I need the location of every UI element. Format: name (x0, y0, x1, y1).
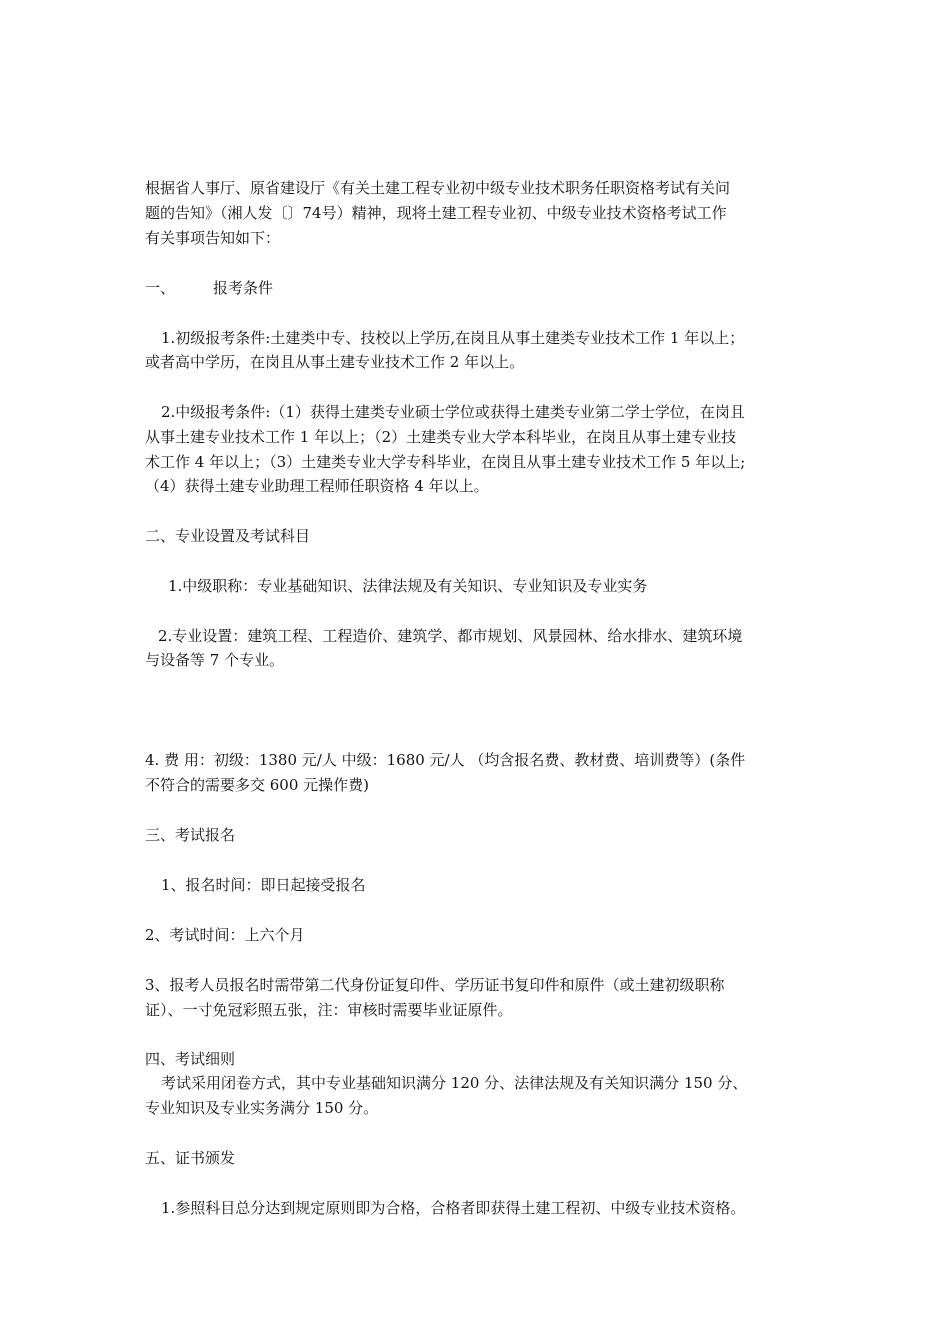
section-1-item-1-line-1: 1.初级报考条件:土建类中专、技校以上学历,在岗且从事土建类专业技术工作 1 年以上； (161, 329, 745, 347)
section-5-item-1: 1.参照科目总分达到规定原则即为合格，合格者即获得土建工程初、中级专业技术资格。 (161, 1199, 746, 1217)
section-1-item-2-line-4: （4）获得土建专业助理工程师任职资格 4 年以上。 (145, 477, 489, 495)
section-3-item-1: 1、报名时间：即日起接受报名 (161, 876, 366, 894)
section-1-title: 报考条件 (213, 279, 274, 297)
section-3-item-3-line-1: 3、报考人员报名时需带第二代身份证复印件、学历证书复印件和原件（或土建初级职称 (145, 976, 725, 994)
fee-line-1: 4. 费 用：初级：1380 元/人 中级：1680 元/人 （均含报名费、教材费、培训费等）(条件 (145, 751, 746, 769)
section-4-title: 四、考试细则 (145, 1050, 236, 1068)
section-1-item-2-line-2: 从事土建专业技术工作 1 年以上；（2）土建类专业大学本科毕业，在岗且从事土建专业技 (145, 428, 737, 446)
section-3-item-2: 2、考试时间：上六个月 (145, 926, 305, 944)
section-1-item-1-line-2: 或者高中学历，在岗且从事土建专业技术工作 2 年以上。 (145, 353, 525, 371)
section-2-item-2-line-2: 与设备等 7 个专业。 (145, 651, 285, 669)
section-3-item-3-line-2: 证）、一寸免冠彩照五张，注：审核时需要毕业证原件。 (145, 1001, 513, 1019)
section-1-heading (145, 278, 825, 298)
section-1-number: 一、 (145, 279, 176, 297)
section-2-item-2-line-1: 2.专业设置：建筑工程、工程造价、建筑学、都市规划、风景园林、给水排水、建筑环境 (158, 627, 743, 645)
section-4-body-line-2: 专业知识及专业实务满分 150 分。 (145, 1099, 379, 1117)
intro-line-2: 题的告知》（湘人发〔〕74号）精神，现将土建工程专业初、中级专业技术资格考试工作 (145, 204, 727, 222)
intro-line-3: 有关事项告知如下： (145, 229, 281, 247)
section-5-title: 五、证书颁发 (145, 1149, 236, 1167)
section-4-body-line-1: 考试采用闭卷方式，其中专业基础知识满分 120 分、法律法规及有关知识满分 150 分、 (161, 1074, 748, 1092)
section-3-title: 三、考试报名 (145, 826, 236, 844)
section-2-item-1: 1.中级职称：专业基础知识、法律法规及有关知识、专业知识及专业实务 (168, 577, 648, 595)
fee-line-2: 不符合的需要多交 600 元操作费) (145, 776, 370, 794)
section-1-item-2-line-1: 2.中级报考条件:（1）获得土建类专业硕士学位或获得土建类专业第二学士学位，在岗且 (161, 403, 745, 421)
section-1-item-2-line-3: 术工作 4 年以上；（3）土建类专业大学专科毕业，在岗且从事土建专业技术工作 5 年以上; (145, 453, 746, 471)
section-2-title: 二、专业设置及考试科目 (145, 527, 311, 545)
intro-line-1: 根据省人事厅、原省建设厅《有关土建工程专业初中级专业技术职务任职资格考试有关问 (145, 179, 731, 197)
